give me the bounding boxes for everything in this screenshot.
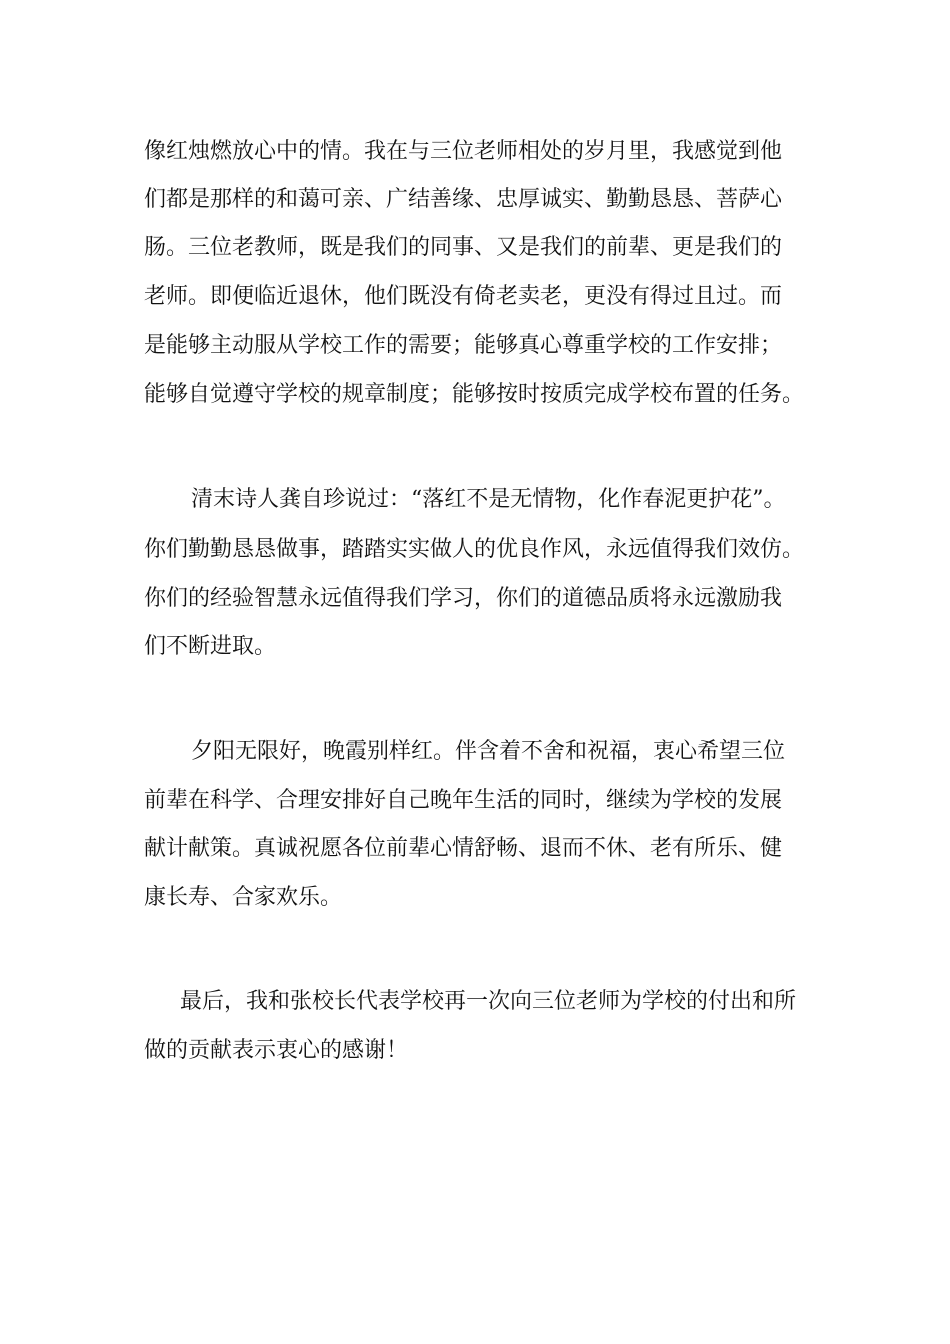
paragraph-3-line-2: 前辈在科学、合理安排好自己晚年生活的同时，继续为学校的发展 — [144, 788, 783, 813]
paragraph-2-line-4: 们不断进取。 — [144, 634, 277, 659]
paragraph-1-line-3: 肠。三位老教师，既是我们的同事、又是我们的前辈、更是我们的 — [144, 235, 783, 260]
paragraph-3-line-4: 康长寿、合家欢乐。 — [144, 885, 343, 910]
paragraph-1-line-1: 像红烛燃放心中的情。我在与三位老师相处的岁月里，我感觉到他 — [144, 139, 783, 164]
paragraph-2-line-3: 你们的经验智慧永远值得我们学习，你们的道德品质将永远激励我 — [144, 586, 783, 611]
paragraph-3-line-1: 夕阳无限好，晚霞别样红。伴含着不舍和祝福，衷心希望三位 — [191, 739, 786, 764]
paragraph-1-line-6: 能够自觉遵守学校的规章制度；能够按时按质完成学校布置的任务。 — [144, 382, 805, 407]
paragraph-1-line-4: 老师。即便临近退休，他们既没有倚老卖老，更没有得过且过。而 — [144, 284, 783, 309]
paragraph-2-line-1: 清末诗人龚自珍说过：“落红不是无情物，化作春泥更护花”。 — [191, 487, 786, 512]
paragraph-2-line-2: 你们勤勤恳恳做事，踏踏实实做人的优良作风，永远值得我们效仿。 — [144, 537, 805, 562]
paragraph-1-line-5: 是能够主动服从学校工作的需要；能够真心尊重学校的工作安排； — [144, 333, 783, 358]
paragraph-3-line-3: 献计献策。真诚祝愿各位前辈心情舒畅、退而不休、老有所乐、健 — [144, 836, 783, 861]
paragraph-4-line-1: 最后，我和张校长代表学校再一次向三位老师为学校的付出和所 — [180, 989, 797, 1014]
paragraph-1-line-2: 们都是那样的和蔼可亲、广结善缘、忠厚诚实、勤勤恳恳、菩萨心 — [144, 187, 783, 212]
paragraph-4-line-2: 做的贡献表示衷心的感谢！ — [144, 1038, 409, 1063]
